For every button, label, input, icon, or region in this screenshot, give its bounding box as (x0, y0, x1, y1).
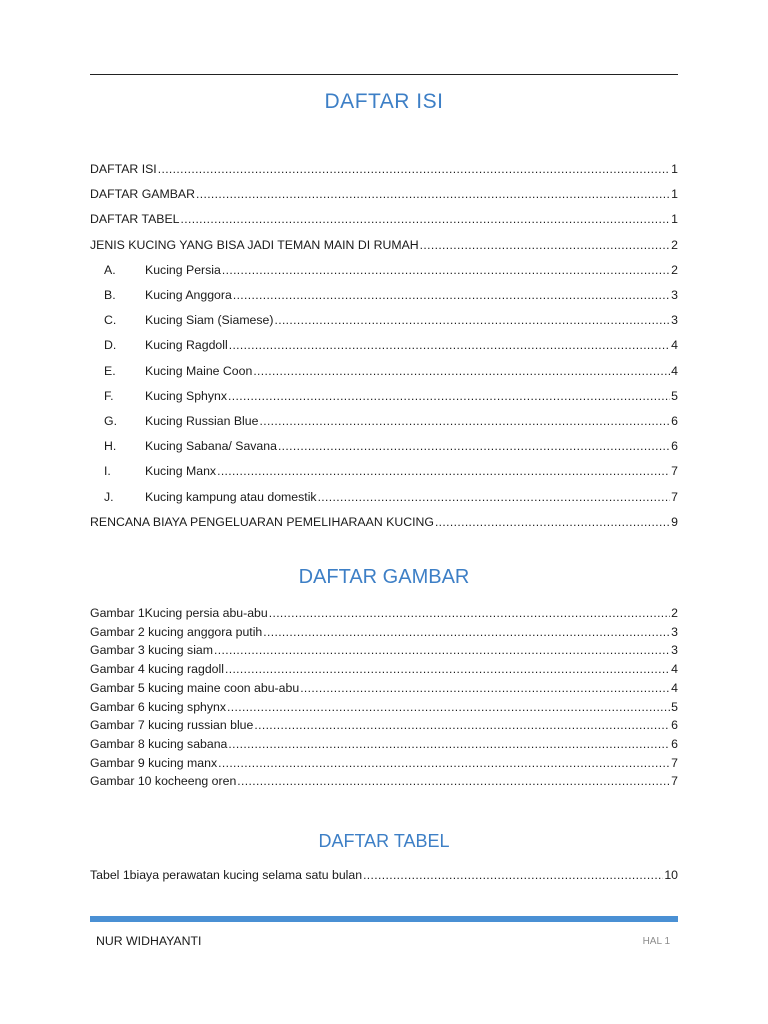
toc-entry-text: Gambar 2 kucing anggora putih (90, 624, 263, 639)
toc-entry-page: 3 (671, 624, 678, 639)
toc-entry[interactable] (90, 185, 678, 201)
toc-entry-marker: F. (104, 388, 114, 403)
toc-entry[interactable] (90, 437, 678, 453)
toc-entry[interactable] (90, 336, 678, 352)
toc-dot-leader (318, 490, 671, 504)
toc-entry-text: Gambar 5 kucing maine coon abu-abu (90, 680, 300, 695)
toc-dot-leader (259, 414, 670, 428)
toc-entry-page: 2 (671, 606, 678, 620)
daftar-gambar-title: DAFTAR GAMBAR (298, 566, 470, 588)
toc-entry-text: Kucing kampung atau domestik (145, 489, 317, 504)
toc-dot-leader (420, 238, 671, 252)
toc-entry-page: 6 (671, 414, 678, 428)
footer-page-number: HAL 1 (642, 936, 670, 947)
toc-entry[interactable] (90, 412, 678, 428)
toc-entry-page: 7 (671, 755, 678, 770)
toc-entry-page: 3 (671, 288, 678, 302)
toc-entry-text: Kucing Sphynx (145, 388, 228, 403)
toc-entry-text: Kucing Persia (145, 262, 221, 277)
toc-entry-marker: G. (104, 414, 117, 428)
toc-entry-marker: B. (104, 288, 116, 302)
toc-dot-leader (300, 681, 670, 695)
toc-entry[interactable] (90, 387, 678, 403)
toc-entry-text: Kucing Manx (145, 464, 217, 479)
toc-dot-leader (227, 700, 670, 714)
toc-entry-text: DAFTAR ISI (90, 162, 157, 176)
toc-entry-text: DAFTAR GAMBAR (90, 187, 195, 202)
daftar-tabel-title: DAFTAR TABEL (318, 831, 450, 851)
toc-entry-text: Tabel 1biaya perawatan kucing selama satu bulan (90, 868, 363, 882)
toc-entry-marker: H. (104, 439, 117, 454)
toc-entry[interactable] (90, 679, 678, 695)
toc-entry-text: Gambar 3 kucing siam (90, 643, 214, 658)
toc-entry-page: 10 (664, 868, 678, 882)
toc-dot-leader (254, 718, 670, 732)
toc-dot-leader (263, 625, 670, 639)
toc-entry[interactable] (90, 735, 678, 751)
toc-entry-text: Gambar 7 kucing russian blue (90, 718, 254, 733)
toc-entry[interactable] (90, 286, 678, 302)
toc-entry-marker: C. (104, 313, 117, 328)
toc-dot-leader (269, 606, 670, 620)
toc-entry[interactable] (90, 866, 678, 882)
toc-entry[interactable] (90, 660, 678, 676)
toc-entry[interactable] (90, 604, 678, 620)
toc-dot-leader (278, 439, 670, 453)
toc-entry-text: DAFTAR TABEL (90, 212, 180, 227)
toc-entry-page: 1 (671, 162, 678, 176)
toc-entry-text: JENIS KUCING YANG BISA JADI TEMAN MAIN DI RUMAH (90, 237, 419, 252)
toc-entry[interactable] (90, 236, 678, 252)
toc-entry-text: Gambar 8 kucing sabana (90, 736, 228, 751)
daftar-isi-title: DAFTAR ISI (324, 90, 444, 113)
toc-entry-text: Gambar 6 kucing sphynx (90, 699, 227, 714)
toc-entry-page: 1 (671, 212, 678, 227)
toc-entry[interactable] (90, 716, 678, 732)
toc-entry-marker: A. (104, 262, 116, 277)
toc-entry[interactable] (90, 462, 678, 478)
toc-entry-marker: D. (104, 338, 117, 353)
toc-dot-leader (363, 868, 663, 882)
toc-entry[interactable] (90, 210, 678, 226)
toc-entry-page: 4 (671, 363, 678, 378)
toc-dot-leader (228, 389, 670, 403)
toc-entry-page: 4 (671, 662, 678, 677)
toc-entry-page: 6 (671, 718, 678, 733)
toc-entry[interactable] (90, 754, 678, 770)
toc-entry-marker: E. (104, 363, 116, 378)
toc-entry-page: 7 (671, 464, 678, 479)
toc-entry[interactable] (90, 311, 678, 327)
toc-entry[interactable] (90, 160, 678, 176)
toc-dot-leader (214, 643, 670, 657)
toc-entry-text: Kucing Siam (Siamese) (145, 313, 274, 328)
toc-entry-text: Kucing Ragdoll (145, 338, 228, 353)
toc-entry-page: 6 (671, 736, 678, 751)
toc-entry-text: Gambar 9 kucing manx (90, 755, 218, 770)
toc-dot-leader (253, 364, 670, 378)
toc-entry-text: Kucing Russian Blue (145, 414, 259, 428)
toc-dot-leader (237, 774, 670, 788)
toc-entry-page: 4 (671, 680, 678, 695)
toc-dot-leader (233, 288, 670, 302)
toc-entry-text: Kucing Sabana/ Savana (145, 439, 277, 454)
toc-entry-page: 7 (671, 489, 678, 504)
toc-entry-page: 1 (671, 187, 678, 202)
toc-entry-marker: I. (104, 464, 111, 479)
toc-entry-page: 3 (671, 643, 678, 658)
toc-entry-text: Gambar 10 kocheeng oren (90, 774, 237, 789)
toc-dot-leader (225, 662, 670, 676)
toc-entry[interactable] (90, 698, 678, 714)
toc-entry-text: Gambar 4 kucing ragdoll (90, 662, 224, 677)
toc-entry[interactable] (90, 641, 678, 657)
toc-entry-page: 3 (671, 313, 678, 328)
toc-entry-page: 9 (671, 514, 678, 529)
toc-entry-page: 6 (671, 439, 678, 454)
toc-entry[interactable] (90, 772, 678, 788)
toc-dot-leader (274, 313, 670, 327)
toc-entry-page: 2 (671, 262, 678, 277)
toc-entry-marker: J. (104, 489, 114, 504)
toc-dot-leader (435, 515, 670, 529)
toc-entry-text: RENCANA BIAYA PENGELUARAN PEMELIHARAAN KUCING (90, 514, 434, 529)
toc-dot-leader (218, 756, 670, 770)
toc-entry[interactable] (90, 623, 678, 639)
toc-entry-page: 5 (671, 699, 678, 714)
toc-dot-leader (196, 187, 670, 201)
toc-entry[interactable] (90, 488, 678, 504)
toc-entry-page: 5 (671, 388, 678, 403)
toc-dot-leader (181, 212, 671, 226)
toc-entry-text: Kucing Anggora (145, 288, 232, 302)
header-rule (90, 74, 678, 75)
footer-author: NUR WIDHAYANTI (96, 934, 202, 948)
toc-dot-leader (228, 737, 670, 751)
toc-entry[interactable] (90, 362, 678, 378)
toc-dot-leader (217, 464, 670, 478)
toc-entry-page: 4 (671, 338, 678, 353)
toc-dot-leader (222, 263, 670, 277)
toc-entry-page: 2 (671, 237, 678, 252)
footer-bar (90, 916, 678, 922)
toc-entry-page: 7 (671, 774, 678, 789)
toc-entry-text: Kucing Maine Coon (145, 363, 253, 378)
toc-entry[interactable] (90, 513, 678, 529)
toc-dot-leader (229, 338, 670, 352)
toc-entry[interactable] (90, 261, 678, 277)
toc-dot-leader (158, 162, 670, 176)
toc-entry-text: Gambar 1Kucing persia abu-abu (90, 606, 268, 620)
